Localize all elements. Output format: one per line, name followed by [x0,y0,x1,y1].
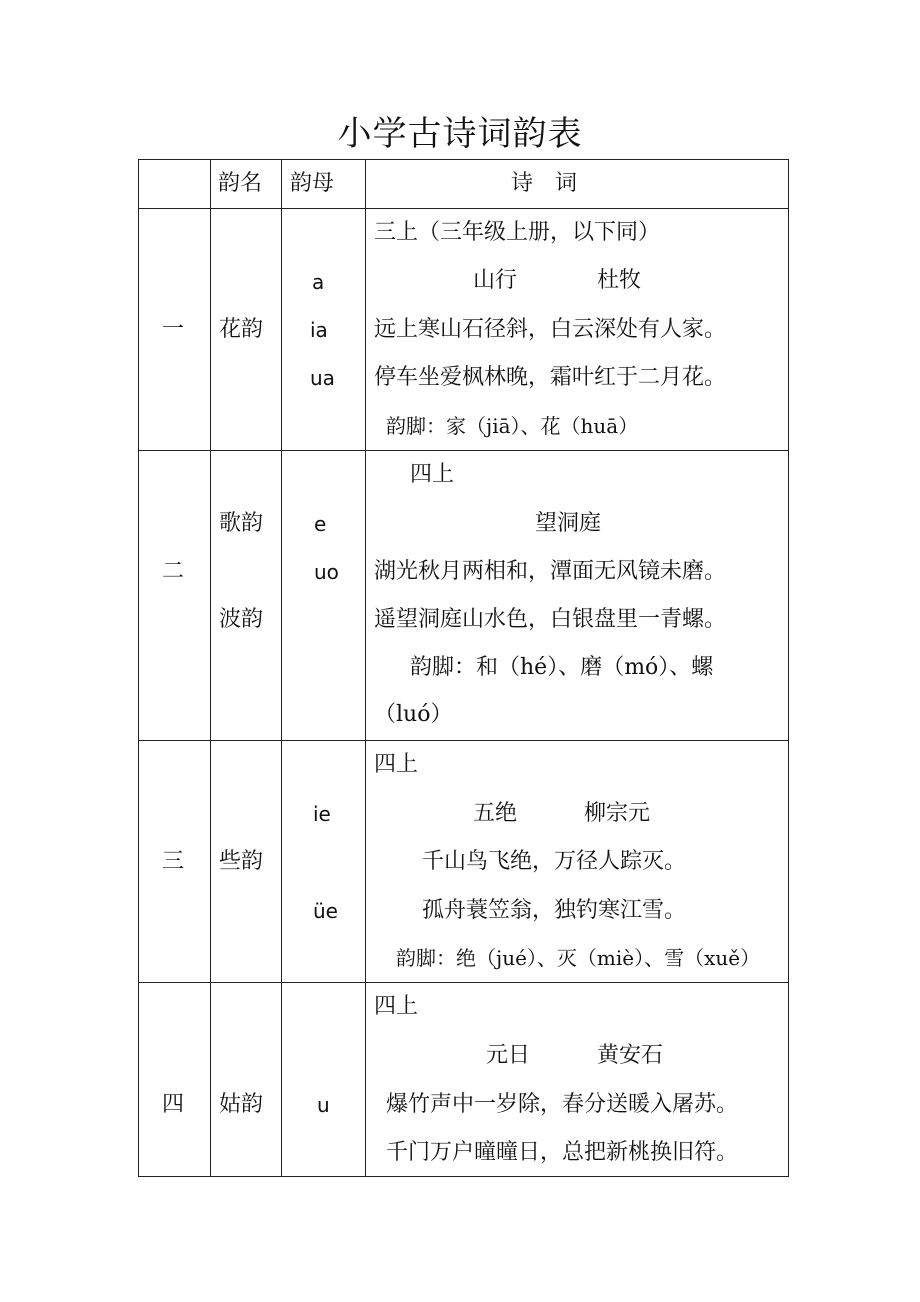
rhyme-name: 波韵 [219,607,264,632]
poem-title: 望洞庭 [535,511,602,536]
grade-label: 四上 [410,462,455,487]
poem-line: 千门万户曈曈日，总把新桃换旧符。 [386,1140,739,1165]
poem-author: 黄安石 [597,1043,664,1068]
rhyme-final: üe [313,899,338,923]
poem-line: 湖光秋月两相和，潭面无风镜未磨。 [374,559,727,584]
rhyme-feet: 韵脚：家（jiā）、花（huā） [386,414,639,438]
rhyme-final: ua [310,366,335,390]
poem-title: 山行 [473,268,518,293]
rhyme-final: ia [310,318,328,342]
poem-line: 孤舟蓑笠翁，独钓寒江雪。 [422,898,687,923]
rhyme-feet: 韵脚：绝（jué）、灭（miè）、雪（xuě） [396,946,761,970]
row-index: 四 [162,1092,185,1117]
rhyme-final: ie [313,802,331,826]
grade-label: 四上 [374,752,419,777]
rhyme-feet: 韵脚：和（hé）、磨（mó）、螺 [410,655,714,680]
rhyme-name: 些韵 [219,849,264,874]
rhyme-final: e [314,512,327,536]
table-border-right [788,159,789,1177]
table-border-left [138,159,139,1177]
poem-line: 停车坐爱枫林晚，霜叶红于二月花。 [374,365,727,390]
column-divider [281,159,282,1177]
rhyme-name: 姑韵 [219,1092,264,1117]
grade-label: 四上 [374,994,419,1019]
header-poem: 诗 词 [511,171,578,196]
header-divider [138,208,789,209]
row-divider [138,740,789,741]
rhyme-feet-continued: （luó） [374,702,453,727]
row-index: 一 [162,317,185,342]
column-divider [210,159,211,1177]
grade-label: 三上（三年级上册，以下同） [374,220,661,245]
poem-author: 杜牧 [597,268,642,293]
row-index: 二 [162,559,185,584]
header-rhyme-name: 韵名 [218,171,263,196]
poem-line: 远上寒山石径斜，白云深处有人家。 [374,317,727,342]
row-index: 三 [162,849,185,874]
rhyme-table [138,159,789,1177]
rhyme-name: 歌韵 [219,511,264,536]
poem-author: 柳宗元 [584,801,651,826]
rhyme-final: uo [314,560,339,584]
poem-title: 五绝 [473,801,518,826]
rhyme-name: 花韵 [219,317,264,342]
poem-line: 千山鸟飞绝，万径人踪灭。 [422,849,687,874]
page-title: 小学古诗词韵表 [337,114,583,154]
row-divider [138,450,789,451]
column-divider [365,159,366,1177]
header-rhyme-final: 韵母 [290,171,335,196]
table-border-top [138,159,789,160]
table-border-bottom [138,1176,789,1177]
rhyme-final: a [312,270,325,294]
poem-line: 爆竹声中一岁除，春分送暖入屠苏。 [386,1092,739,1117]
poem-title: 元日 [486,1043,531,1068]
poem-line: 遥望洞庭山水色，白银盘里一青螺。 [374,607,727,632]
row-divider [138,982,789,983]
rhyme-final: u [317,1093,330,1117]
